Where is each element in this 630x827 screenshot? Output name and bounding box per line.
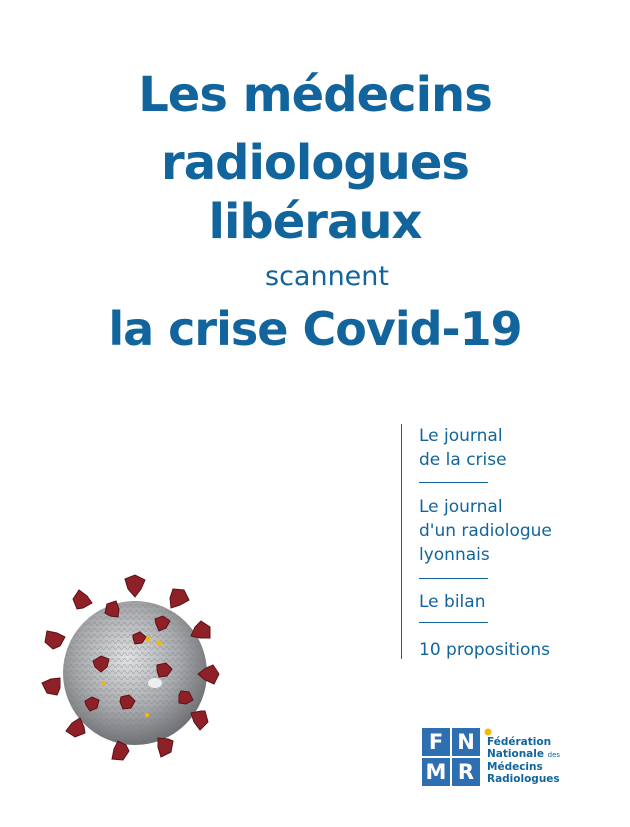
logo-text-des: des <box>547 751 561 759</box>
cover-title-line-3: libéraux <box>208 194 422 250</box>
toc-divider <box>419 622 488 623</box>
toc-divider <box>419 578 488 579</box>
cover-title-line-1: Les médecins <box>138 67 492 123</box>
toc-item-propositions: 10 propositions <box>419 640 551 660</box>
logo-text-line-2 <box>487 748 582 761</box>
cover-title-line-2: radiologues <box>161 135 469 191</box>
toc-item-journal-radiologue: Le journal d'un radiologue lyonnais <box>419 497 552 565</box>
toc-divider <box>419 482 488 483</box>
logo-text-line-1: Fédération <box>487 736 552 748</box>
logo-letter-m: M <box>422 758 450 786</box>
cover-subtitle: scannent <box>265 261 389 292</box>
logo-letter-f: F <box>422 728 450 756</box>
logo-text <box>487 736 582 785</box>
logo-letter-n: N <box>452 728 480 756</box>
coronavirus-icon <box>33 573 233 773</box>
logo-text-nationale: Nationale <box>487 748 544 760</box>
toc-item-journal-crise: Le journal de la crise <box>419 426 507 470</box>
logo-text-line-3: Médecins <box>487 761 543 773</box>
cover-title-line-4: la crise Covid-19 <box>108 302 522 356</box>
logo-dot-icon <box>484 728 492 736</box>
logo-letter-r: R <box>452 758 480 786</box>
toc-item-bilan: Le bilan <box>419 592 486 612</box>
table-of-contents <box>401 424 602 659</box>
logo-text-line-4: Radiologues <box>487 773 560 785</box>
fnmr-logo <box>422 728 582 793</box>
